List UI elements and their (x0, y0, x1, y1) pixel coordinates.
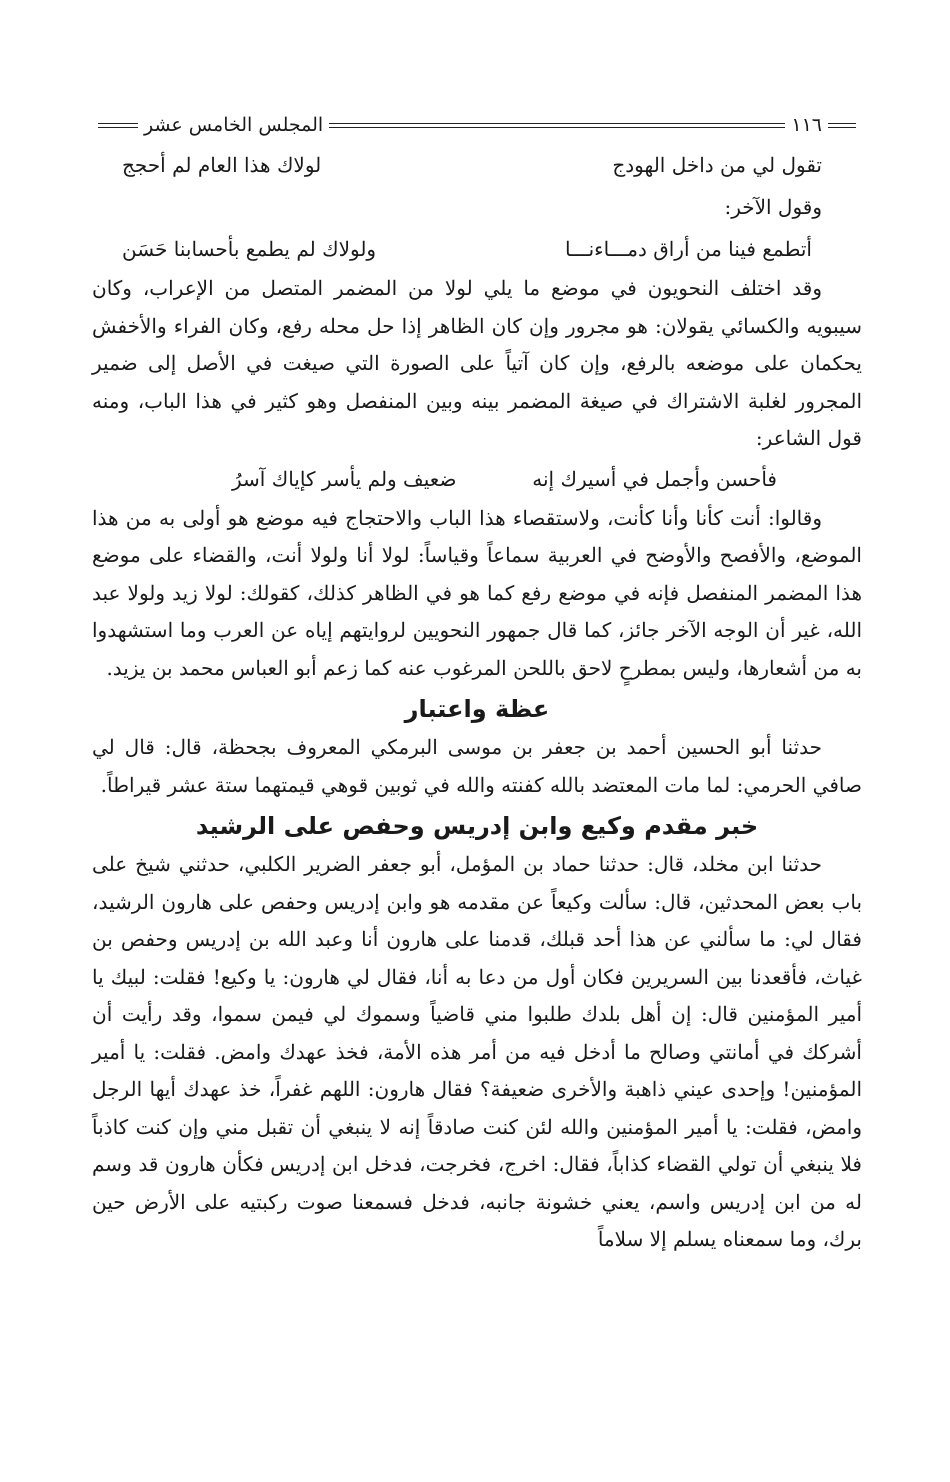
paragraph-line: سيبويه والكسائي يقولان: هو مجرور وإن كان الظاهر إذا حل محله رفع، وكان الفراء (173, 313, 862, 338)
paragraph-line: به من هذا الموضع، والأفصح والأوضح في العربية سماعاً وقياساً: لولا أنا ولولا أنت، (92, 505, 862, 567)
verse-2-intro: وقول الآخر: (724, 195, 822, 219)
paragraph-line: إلى ضمير المجرور لغلبة الاشتراك في صيغة المضمر بينه وبين المنفصل وهو كثير في هذا (92, 351, 863, 413)
paragraph-line: غفراً، خذ عهدك أيها الرجل وامض، فقلت: يا أمير المؤمنين والله لئن كنت صادقاً إنه لا (92, 1077, 863, 1139)
paragraph-line: سموا، وقد رأيت أن أشركك في أمانتي وصالح ما أدخل فيه من أمر هذه الأمة، فخذ عهدك (92, 1002, 862, 1064)
section-title: المجلس الخامس عشر (144, 114, 324, 136)
paragraph-line: هارون الرشيد، فقال لي: ما سألني عن هذا أحد قبلك، قدمنا على هارون أنا وعبد الله بن (92, 889, 862, 951)
paragraph-line: صافي الحرمي: لما مات المعتضد بالله كفنته والله في ثوبين قوهي قيمتهما ستة عشر قيراطاً. (100, 772, 862, 797)
paragraph-grammar-2 (92, 500, 862, 688)
verse-1-hemistich-left: لولاك هذا العام لم أحجج (122, 153, 322, 177)
paragraph-line: ينبغي أن تقبل مني وإن كنت كاذباً فلا ينبغي أن تولي القضاء كذاباً، فقال: اخرج، (92, 1114, 862, 1176)
paragraph-line: كقولك: لولا زيد ولولا عبد الله، غير أن الوجه الآخر جائز، كما قال جمهور النحويين (92, 580, 863, 642)
paragraph-line: حدثنا ابن مخلد، قال: حدثنا حماد بن المؤمل، أبو جعفر الضرير الكلبي، حدثني شيخ (135, 852, 822, 876)
section-heading-waki-story: خبر مقدم وكيع وابن إدريس وحفص على الرشيد (195, 812, 759, 840)
verse-3-hemistich-right: فأحسن وأجمل في أسيرك إنه (532, 466, 777, 491)
poem-verse-1 (92, 144, 862, 186)
verse-3-hemistich-left: ضعيف ولم يأسر كإياك آسرُ (232, 466, 457, 491)
paragraph-line: لروايتهم إياه عن العرب وما استشهدوا به من أشعارها، وليس بمطرحٍ لاحق باللحن (92, 618, 862, 680)
paragraph-line: يا وكيع! فقلت: لبيك يا أمير المؤمنين قال: إن أهل بلدك طلبوا مني قاضياً وسموك لي فيمن (92, 964, 862, 1026)
verse-1-hemistich-right: تقول لي من داخل الهودج (612, 153, 822, 177)
paragraph-line: وقالوا: أنت كأنا وأنا كأنت، ولاستقصاء هذا الباب والاحتجاج فيه موضع هو أولى (182, 505, 822, 530)
paragraph-line: والقضاء على موضع هذا المضمر المنفصل فإنه في موضع رفع كما هو في الظاهر كذلك، (92, 543, 862, 605)
paragraph-line: جانبه، فدخل فسمعنا صوت ركبتيه على الأرض حين برك، وما سمعناه يسلم إلا سلاماً (92, 1189, 862, 1251)
paragraph-line: والأخفش يحكمان على موضعه بالرفع، وإن كان آتياً على الصورة التي صيغت في الأصل (92, 313, 862, 375)
paragraph-grammar-1 (92, 270, 862, 458)
header-rule-right (828, 123, 856, 128)
poem-verse-3 (92, 458, 862, 500)
paragraph-line: على باب بعض المحدثين، قال: سألت وكيعاً عن مقدمه هو وابن إدريس وحفص على (92, 852, 863, 914)
verse-2-hemistich-left: ولولاك لم يطمع بأحسابنا حَسَن (122, 237, 377, 261)
paragraph-waki-story (92, 846, 862, 1259)
verse-2-hemistich-right: أتطمع فينا من أراق دمـــاءنـــا (564, 237, 812, 261)
paragraph-line: وامض. فقلت: يا أمير المؤمنين! وإحدى عيني ذاهبة والأخرى ضعيفة؟ فقال هارون: اللهم (92, 1039, 863, 1101)
page-number: ١١٦ (791, 114, 822, 136)
running-header (92, 112, 862, 138)
poem-verse-2 (92, 228, 862, 270)
paragraph-mutadid (92, 729, 862, 804)
header-rule-left (98, 123, 138, 128)
book-page (92, 112, 862, 1259)
header-rule-middle (329, 123, 785, 128)
paragraph-line: فخرجت، فدخل ابن إدريس فكأن هارون قد وسم له من ابن إدريس واسم، يعني خشونة (92, 1152, 862, 1214)
section-heading-lesson: عظة واعتبار (404, 695, 550, 723)
paragraph-line: إدريس وحفص بن غياث، فأقعدنا بين السريرين فكان أول من دعا به أنا، فقال لي هارون: (92, 927, 863, 989)
paragraph-line: الباب، ومنه قول الشاعر: (92, 388, 862, 450)
paragraph-line: المرغوب عنه كما زعم أبو العباس محمد بن يزيد. (106, 655, 507, 680)
paragraph-line: حدثنا أبو الحسين أحمد بن جعفر بن موسى البرمكي المعروف بجحظة، قال: قال لي (92, 735, 822, 759)
paragraph-line: وقد اختلف النحويون في موضع ما يلي لولا من المضمر المتصل من الإعراب، وكان (92, 276, 822, 300)
